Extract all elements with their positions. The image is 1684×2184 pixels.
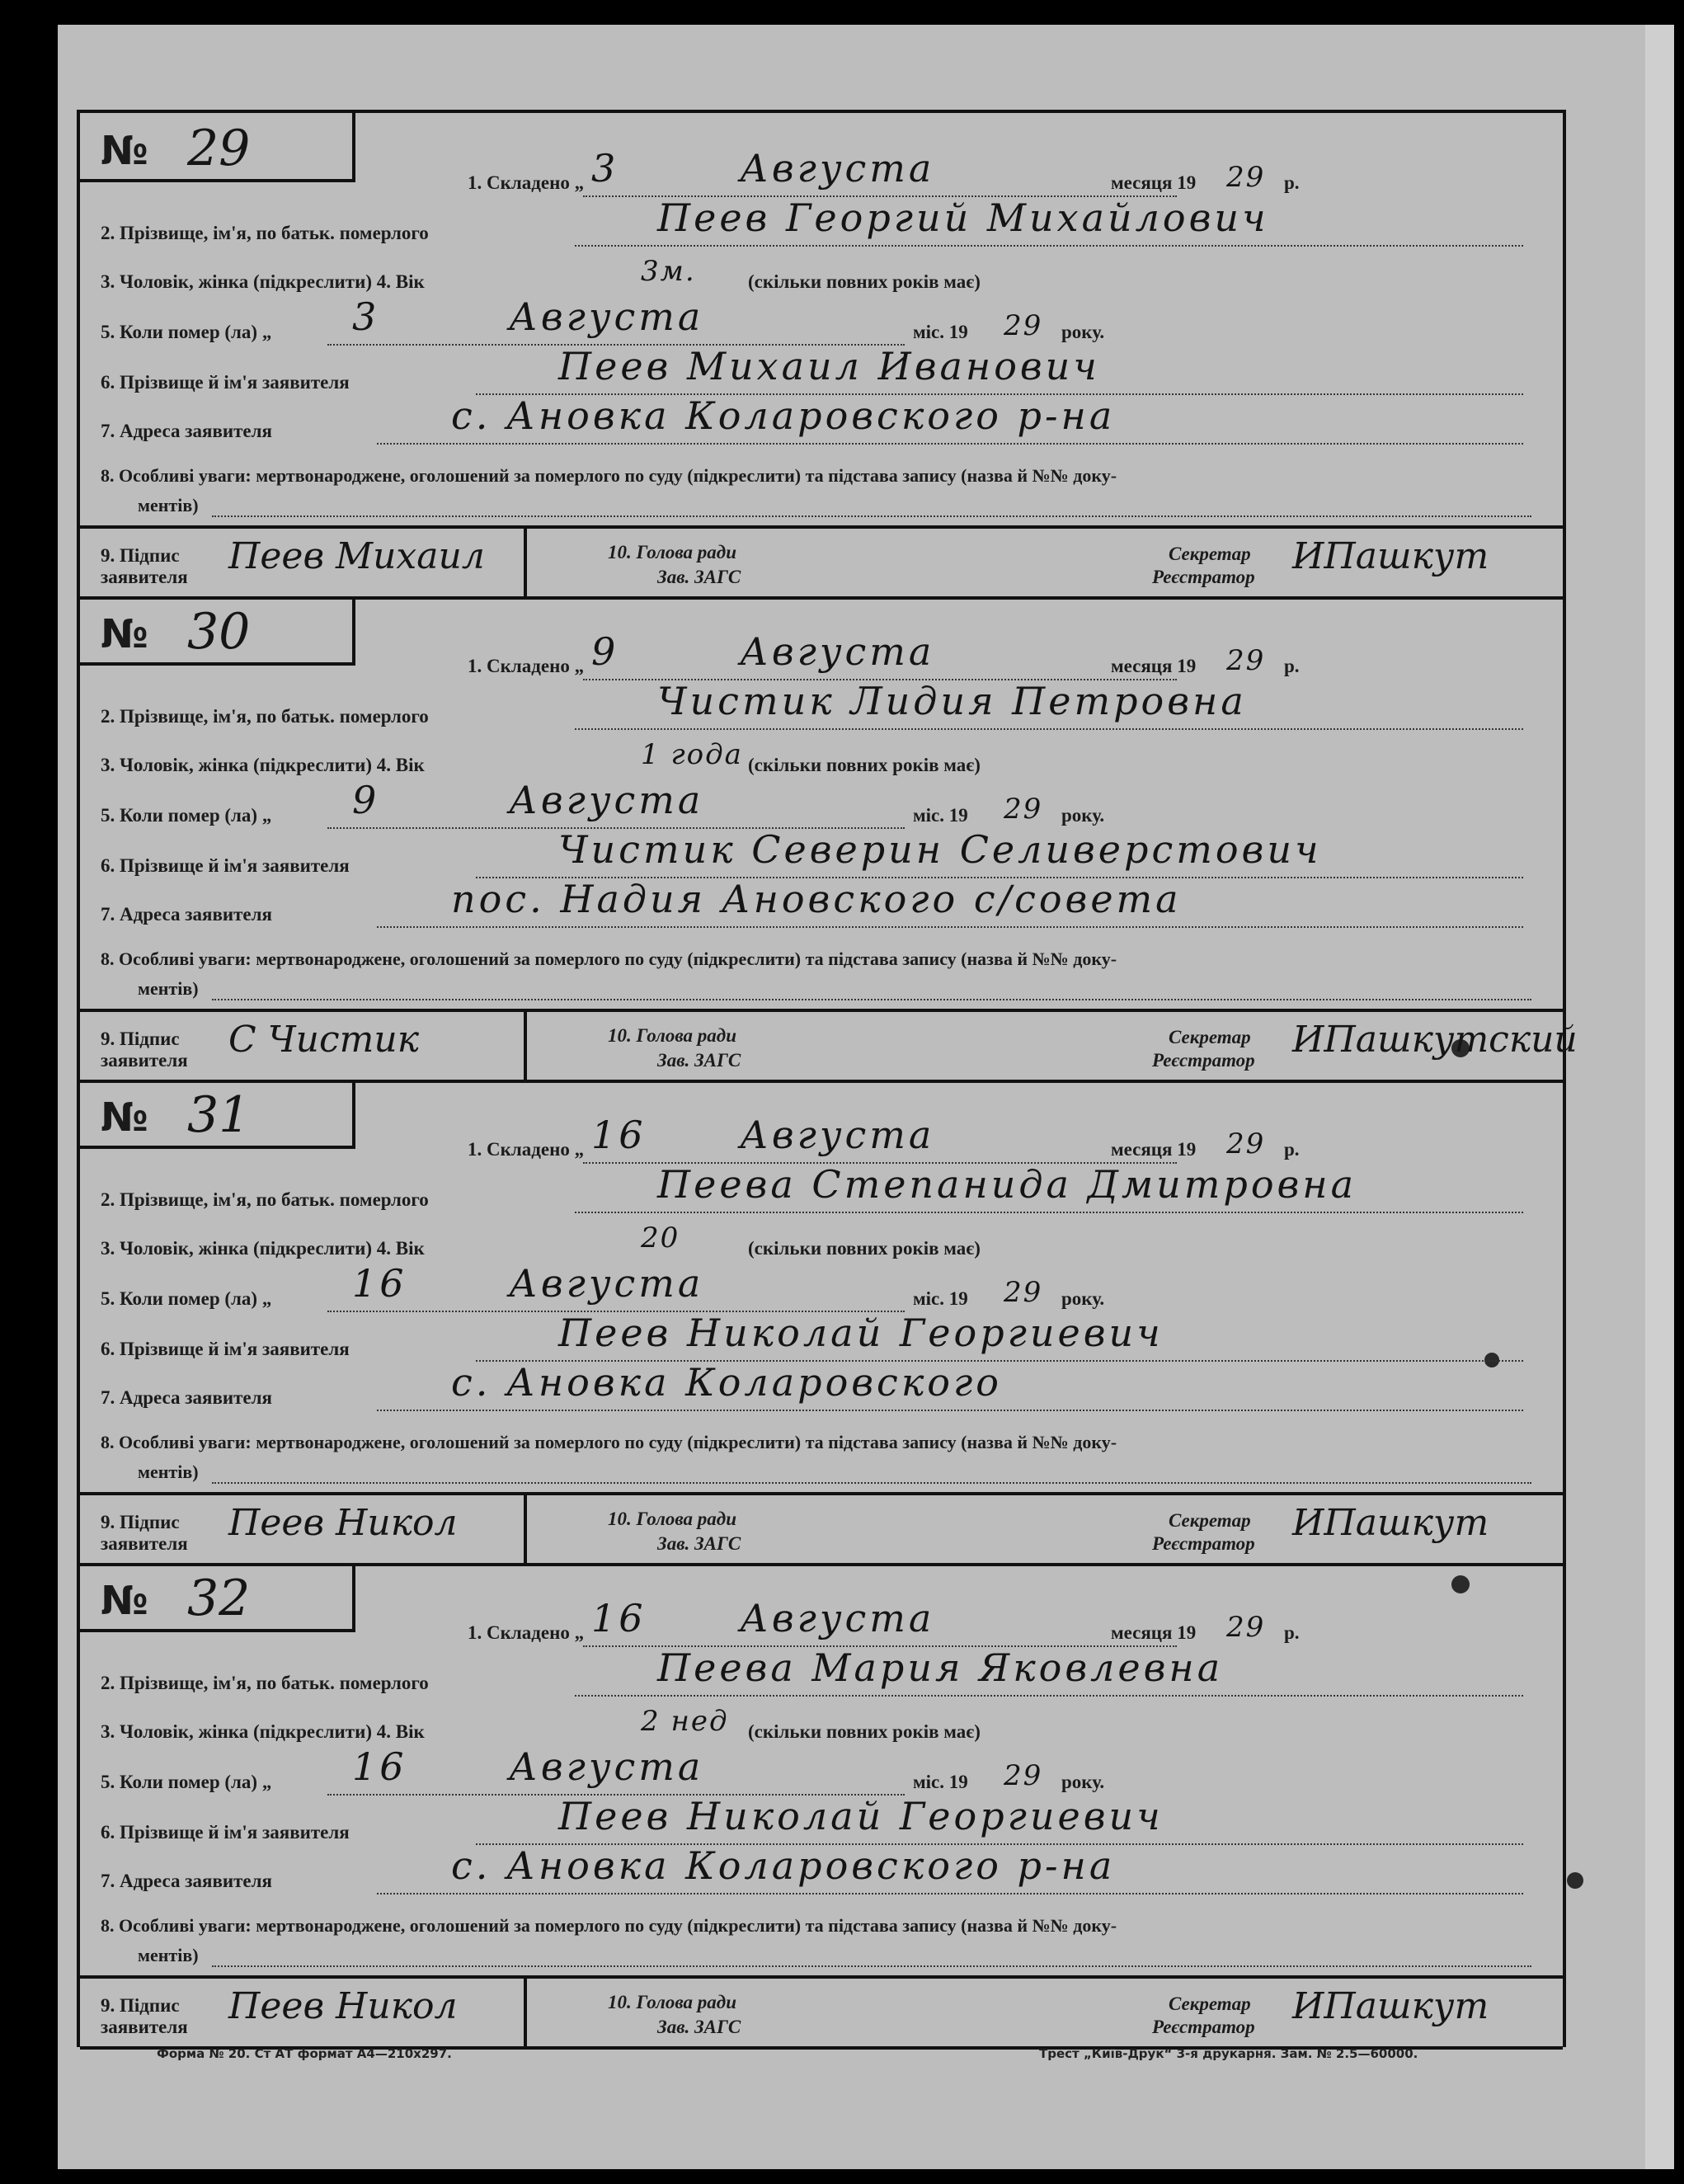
label-applicant-address: 7. Адреса заявителя: [101, 1387, 272, 1408]
registrar-signature: ИПашкут: [1292, 1502, 1489, 1544]
label-special-notes: 8. Особливі уваги: мертвонароджене, оголошений за померлого по суду (підкреслити) та підстава запису (назва й №№ доку-: [101, 1915, 1117, 1936]
compiled-month: Августа: [740, 1113, 935, 1157]
label-head-council: 10. Голова ради: [608, 1992, 737, 2012]
applicant-address: пос. Надия Ановского с/совета: [451, 877, 1182, 921]
registrar-signature: ИПашкут: [1292, 1985, 1489, 2027]
label-documents: ментів): [138, 495, 199, 515]
compiled-year: 29: [1226, 161, 1266, 194]
number-sign: №: [101, 1578, 148, 1624]
deceased-name: Пеева Мария Яковлевна: [657, 1645, 1224, 1690]
compiled-day: 9: [591, 629, 619, 674]
label-month-year: месяця 19: [1111, 172, 1197, 193]
label-applicant: 6. Прізвище й ім'я заявителя: [101, 1339, 350, 1359]
label-applicant: 6. Прізвище й ім'я заявителя: [101, 1822, 350, 1843]
signature-row: [80, 1009, 1578, 1083]
death-year: 29: [1004, 793, 1043, 826]
label-death-year-suffix: року.: [1061, 805, 1105, 826]
label-applicant-sig: заявителя: [101, 1050, 188, 1071]
label-registrar: Реєстратор: [1152, 1533, 1255, 1554]
label-registrar: Реєстратор: [1152, 1050, 1255, 1071]
label-year-suffix: р.: [1284, 656, 1300, 676]
footer-form-info: Форма № 20. Ст АТ формат А4—210x297.: [157, 2046, 452, 2061]
underline: [212, 999, 1531, 1000]
deceased-age: 20: [641, 1221, 680, 1254]
label-applicant-sig: заявителя: [101, 2017, 188, 2037]
applicant-signature-box: [80, 1495, 527, 1566]
signature-row: [80, 1975, 1563, 2050]
label-death-month-year: міс. 19: [913, 322, 968, 342]
compiled-day: 3: [591, 146, 619, 191]
label-applicant-address: 7. Адреса заявителя: [101, 904, 272, 925]
label-documents: ментів): [138, 978, 199, 999]
label-applicant-sig: заявителя: [101, 567, 188, 587]
label-special-notes: 8. Особливі уваги: мертвонароджене, оголошений за померлого по суду (підкреслити) та підстава запису (назва й №№ доку-: [101, 948, 1117, 969]
compiled-day: 16: [591, 1596, 647, 1640]
label-zags: Зав. ЗАГС: [657, 2017, 741, 2037]
punch-hole: [1567, 1872, 1583, 1889]
label-zags: Зав. ЗАГС: [657, 1533, 741, 1554]
deceased-age: 1 года: [641, 738, 743, 771]
label-secretary: Секретар: [1169, 1027, 1251, 1047]
footer-printer-info: Трест „Київ-Друк“ 3-я друкарня. Зам. № 2.5—60000.: [1039, 2046, 1418, 2061]
death-month: Августа: [509, 1261, 704, 1306]
applicant-name: Пеев Михаил Иванович: [558, 344, 1100, 388]
deceased-name: Пеева Степанида Дмитровна: [657, 1162, 1357, 1207]
death-month: Августа: [509, 1744, 704, 1789]
label-death-year-suffix: року.: [1061, 322, 1105, 342]
applicant-address: с. Ановка Коларовского: [451, 1360, 1002, 1405]
underline: [377, 926, 1523, 928]
record-number-box: [80, 596, 355, 666]
death-day: 3: [352, 294, 380, 339]
label-sex-age: 3. Чоловік, жінка (підкреслити) 4. Вік: [101, 755, 425, 775]
label-death-month-year: міс. 19: [913, 1772, 968, 1792]
compiled-year: 29: [1226, 644, 1266, 677]
compiled-year: 29: [1226, 1127, 1266, 1160]
label-zags: Зав. ЗАГС: [657, 1050, 741, 1071]
label-applicant-address: 7. Адреса заявителя: [101, 421, 272, 441]
label-month-year: месяця 19: [1111, 1622, 1197, 1643]
label-age-note: (скільки повних років має): [748, 271, 981, 292]
label-deceased-name: 2. Прізвище, ім'я, по батьк. померлого: [101, 1189, 429, 1210]
label-secretary: Секретар: [1169, 544, 1251, 564]
page-edge: [1645, 25, 1674, 2169]
label-compiled: 1. Складено „: [468, 172, 585, 193]
death-record: [80, 1080, 1563, 1566]
deceased-age: 2 нед: [641, 1705, 729, 1738]
label-deceased-name: 2. Прізвище, ім'я, по батьк. померлого: [101, 223, 429, 243]
label-compiled: 1. Складено „: [468, 1139, 585, 1160]
label-documents: ментів): [138, 1461, 199, 1482]
death-year: 29: [1004, 309, 1043, 342]
label-head-council: 10. Голова ради: [608, 542, 737, 562]
record-number-box: [80, 113, 355, 182]
applicant-address: с. Ановка Коларовского р-на: [451, 393, 1116, 438]
label-sex-age: 3. Чоловік, жінка (підкреслити) 4. Вік: [101, 1238, 425, 1259]
label-sex-age: 3. Чоловік, жінка (підкреслити) 4. Вік: [101, 1721, 425, 1742]
underline: [575, 1695, 1523, 1697]
label-applicant-address: 7. Адреса заявителя: [101, 1871, 272, 1891]
deceased-name: Чистик Лидия Петровна: [657, 679, 1247, 723]
label-registrar: Реєстратор: [1152, 567, 1255, 587]
label-month-year: месяця 19: [1111, 656, 1197, 676]
label-death-date: 5. Коли помер (ла) „: [101, 322, 272, 342]
death-record: [80, 1563, 1563, 2050]
label-signature: 9. Підпис: [101, 545, 180, 566]
label-year-suffix: р.: [1284, 1622, 1300, 1643]
signature-row: [80, 525, 1563, 600]
record-number: 30: [187, 603, 251, 661]
label-death-year-suffix: року.: [1061, 1288, 1105, 1309]
underline: [212, 1965, 1531, 1967]
death-record: [80, 113, 1563, 600]
compiled-month: Августа: [740, 629, 935, 674]
label-zags: Зав. ЗАГС: [657, 567, 741, 587]
underline: [377, 1410, 1523, 1411]
underline: [377, 1893, 1523, 1895]
record-number: 29: [187, 120, 251, 177]
underline: [377, 443, 1523, 445]
label-head-council: 10. Голова ради: [608, 1509, 737, 1529]
number-sign: №: [101, 1094, 148, 1141]
applicant-signature-box: [80, 1012, 527, 1083]
underline: [575, 728, 1523, 730]
death-month: Августа: [509, 294, 704, 339]
applicant-name: Чистик Северин Селиверстович: [558, 827, 1322, 872]
registrar-signature: ИПашкут: [1292, 535, 1489, 577]
label-deceased-name: 2. Прізвище, ім'я, по батьк. померлого: [101, 706, 429, 727]
label-compiled: 1. Складено „: [468, 1622, 585, 1643]
label-age-note: (скільки повних років має): [748, 755, 981, 775]
applicant-signature: С Чистик: [228, 1019, 419, 1061]
label-special-notes: 8. Особливі уваги: мертвонароджене, оголошений за померлого по суду (підкреслити) та підстава запису (назва й №№ доку-: [101, 465, 1117, 486]
label-death-date: 5. Коли помер (ла) „: [101, 1772, 272, 1792]
record-number: 32: [187, 1570, 251, 1627]
label-age-note: (скільки повних років має): [748, 1721, 981, 1742]
deceased-name: Пеев Георгий Михайлович: [657, 195, 1269, 240]
label-death-year-suffix: року.: [1061, 1772, 1105, 1792]
death-day: 16: [352, 1261, 407, 1306]
label-applicant-sig: заявителя: [101, 1533, 188, 1554]
label-documents: ментів): [138, 1945, 199, 1965]
label-death-month-year: міс. 19: [913, 805, 968, 826]
signature-row: [80, 1492, 1563, 1566]
label-deceased-name: 2. Прізвище, ім'я, по батьк. померлого: [101, 1673, 429, 1693]
registrar-signature: ИПашкутский: [1292, 1019, 1578, 1061]
label-head-council: 10. Голова ради: [608, 1025, 737, 1046]
label-applicant: 6. Прізвище й ім'я заявителя: [101, 855, 350, 876]
applicant-address: с. Ановка Коларовского р-на: [451, 1843, 1116, 1888]
underline: [212, 515, 1531, 517]
label-secretary: Секретар: [1169, 1993, 1251, 2014]
underline: [575, 1212, 1523, 1213]
record-number: 31: [187, 1086, 251, 1144]
applicant-signature-box: [80, 1979, 527, 2050]
label-secretary: Секретар: [1169, 1510, 1251, 1531]
applicant-name: Пеев Николай Георгиевич: [558, 1794, 1164, 1838]
label-year-suffix: р.: [1284, 172, 1300, 193]
label-month-year: месяця 19: [1111, 1139, 1197, 1160]
label-registrar: Реєстратор: [1152, 2017, 1255, 2037]
label-special-notes: 8. Особливі уваги: мертвонароджене, оголошений за померлого по суду (підкреслити) та підстава запису (назва й №№ доку-: [101, 1432, 1117, 1452]
records-table: [77, 110, 1578, 2047]
compiled-year: 29: [1226, 1611, 1266, 1644]
compiled-day: 16: [591, 1113, 647, 1157]
label-sex-age: 3. Чоловік, жінка (підкреслити) 4. Вік: [101, 271, 425, 292]
death-day: 16: [352, 1744, 407, 1789]
death-year: 29: [1004, 1276, 1043, 1309]
applicant-signature: Пеев Никол: [228, 1502, 458, 1544]
applicant-name: Пеев Николай Георгиевич: [558, 1311, 1164, 1355]
label-year-suffix: р.: [1284, 1139, 1300, 1160]
label-compiled: 1. Складено „: [468, 656, 585, 676]
label-signature: 9. Підпис: [101, 1028, 180, 1049]
label-applicant: 6. Прізвище й ім'я заявителя: [101, 372, 350, 393]
record-number-box: [80, 1563, 355, 1632]
label-death-month-year: міс. 19: [913, 1288, 968, 1309]
label-signature: 9. Підпис: [101, 1512, 180, 1532]
applicant-signature: Пеев Михаил: [228, 535, 485, 577]
applicant-signature-box: [80, 529, 527, 600]
deceased-age: 3м.: [641, 255, 696, 288]
number-sign: №: [101, 611, 148, 657]
underline: [575, 245, 1523, 247]
label-signature: 9. Підпис: [101, 1995, 180, 2016]
number-sign: №: [101, 128, 148, 174]
death-year: 29: [1004, 1759, 1043, 1792]
label-death-date: 5. Коли помер (ла) „: [101, 805, 272, 826]
death-record: [80, 596, 1578, 1083]
compiled-month: Августа: [740, 1596, 935, 1640]
record-number-box: [80, 1080, 355, 1149]
death-month: Августа: [509, 778, 704, 822]
label-age-note: (скільки повних років має): [748, 1238, 981, 1259]
compiled-month: Августа: [740, 146, 935, 191]
underline: [212, 1482, 1531, 1484]
applicant-signature: Пеев Никол: [228, 1985, 458, 2027]
death-day: 9: [352, 778, 380, 822]
label-death-date: 5. Коли помер (ла) „: [101, 1288, 272, 1309]
